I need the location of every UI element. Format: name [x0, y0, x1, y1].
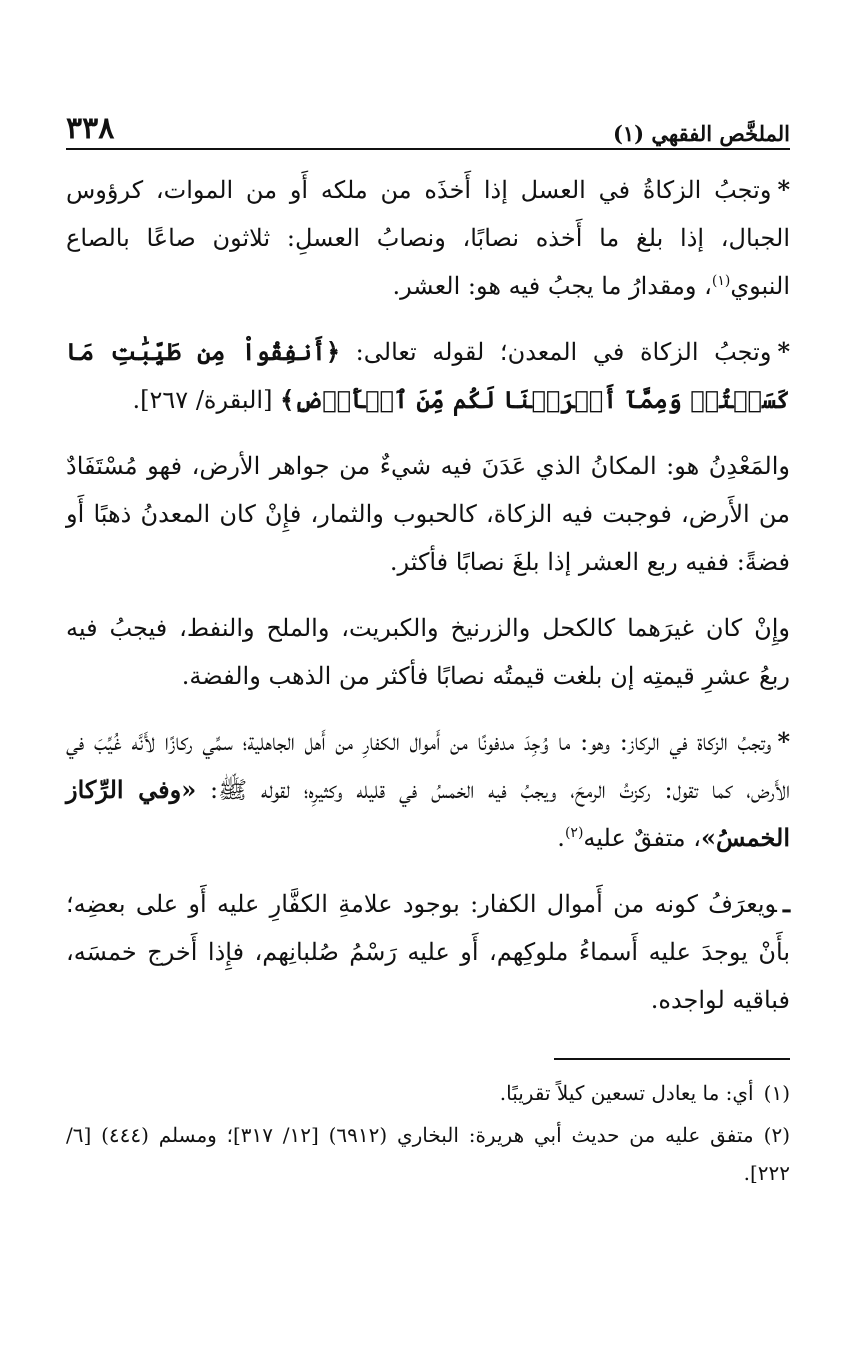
- footnote-number: (٢): [763, 1123, 791, 1147]
- paragraph-text: وإِنْ كان غيرَهما كالكحل والزرنيخ والكبريت، والملح والنفط، فيجبُ فيه ربعُ عشرِ قيمتِه إن بلغت قيمتُه نصابًا فأكثر من الذهب والفضة.: [66, 614, 790, 690]
- footnote-text: متفق عليه من حديث أبي هريرة: البخاري (٦٩١٢) [١٢/ ٣١٧]؛ ومسلم (٤٤٤) [٦/ ٢٢٢].: [66, 1123, 790, 1185]
- paragraph-text-cont: ، ومقدارُ ما يجبُ فيه هو: العشر.: [392, 272, 712, 300]
- paragraph-mineral-zakat: [66, 328, 790, 424]
- footnote-1: [66, 1074, 790, 1112]
- quran-verse: ﴿أَنفِقُواْ مِن طَيِّبَٰتِ مَا كَسَبۡتُمۡ وَمِمَّآ أَخۡرَجۡنَا لَكُم مِّنَ ٱلۡأَرۡضِ﴾: [66, 337, 790, 414]
- page-body: [66, 166, 790, 1024]
- paragraph-text: والمَعْدِنُ هو: المكانُ الذي عَدَنَ فيه شيءٌ من جواهر الأرض، فهو مُسْتَفَادٌ من الأَرض، فوجبت فيه الزكاة، كالحبوب والثمار، فإِنْ كان المعدنُ ذهبًا أَو فضةً: ففيه ربع العشر إذا بلغَ نصابًا فأكثر.: [66, 452, 791, 576]
- paragraph-other-minerals: [66, 604, 790, 700]
- paragraph-text-end: .: [557, 824, 565, 852]
- footnotes: [66, 1074, 790, 1192]
- verse-reference: [البقرة/ ٢٦٧].: [132, 386, 281, 414]
- paragraph-text-mid: ، متفقٌ عليه: [583, 824, 702, 852]
- paragraph-star: *: [777, 727, 790, 756]
- paragraph-text: وتجبُ الزكاة في الركاز: وهو: ما وُجِدَ مدفونًا من أَموال الكفارِ من أَهل الجاهلية؛ سمِّي ركازًا لأَنَّه غُيِّبَ في الأَرض، كما تقول: ركزتُ الرمحَ، ويجبُ فيه الخمسُ في قليله وكثيرِه؛ لقوله ﷺ:: [66, 728, 790, 804]
- paragraph-honey-zakat: [66, 166, 790, 310]
- paragraph-dash: ـ: [782, 889, 790, 918]
- paragraph-text: ويعرَفُ كونه من أَموال الكفار: بوجود علامةِ الكفَّارِ عليه أَو على بعضِه؛ بأَنْ يوجدَ عليه أَسماءُ ملوكِهم، أَو عليه رَسْمُ صُلبانِهم، فإِذا أَخرج خمسَه، فباقيه لواجده.: [66, 890, 790, 1014]
- paragraph-rikaz-identification: [66, 880, 790, 1024]
- footnote-text: أي: ما يعادل تسعين كيلاً تقريبًا.: [499, 1081, 754, 1105]
- page-header: [66, 100, 790, 150]
- book-page: [66, 100, 790, 1196]
- running-title: الملخَّص الفقهي (١): [612, 121, 790, 146]
- footnote-ref[interactable]: (٢): [564, 825, 584, 841]
- footnote-divider: [554, 1058, 790, 1060]
- paragraph-text: وتجبُ الزكاةُ في العسل إذا أَخذَه من ملكه أَو من الموات، كرؤوس الجبال، إذا بلغ ما أَخذه نصابًا، ونصابُ العسلِ: ثلاثون صاعًا بالصاع النبوي: [66, 176, 790, 300]
- paragraph-rikaz-zakat: [66, 718, 790, 862]
- footnote-number: (١): [763, 1081, 790, 1105]
- footnote-ref[interactable]: (١): [711, 273, 731, 289]
- hadith-quote: «وفي الرِّكاز الخمسُ»: [66, 775, 790, 852]
- paragraph-star: *: [777, 175, 790, 204]
- paragraph-mineral-definition: [66, 442, 790, 586]
- paragraph-star: *: [777, 337, 790, 366]
- footnote-2: [66, 1116, 790, 1192]
- page-number: ٣٣٨: [66, 111, 115, 146]
- paragraph-text: وتجبُ الزكاة في المعدن؛ لقوله تعالى:: [340, 338, 772, 366]
